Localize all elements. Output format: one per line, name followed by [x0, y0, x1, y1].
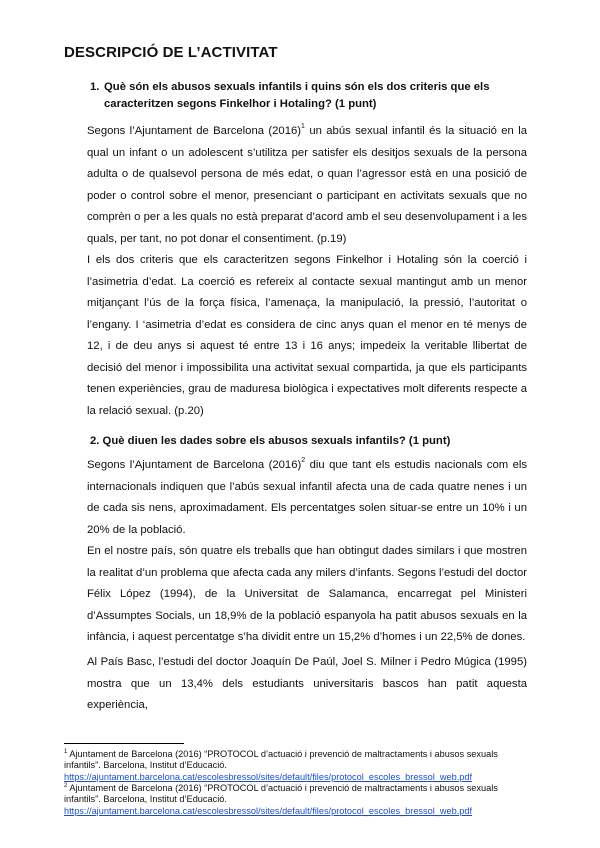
- question-2: 2. Què diuen les dades sobre els abusos sexuals infantils? (1 punt): [90, 435, 451, 447]
- footnote-2-mark: 2: [64, 783, 68, 789]
- paragraph-data-text-a: Segons l’Ajuntament de Barcelona (2016): [87, 459, 302, 471]
- footnote-1: [64, 749, 534, 783]
- footnote-2-text: Ajuntament de Barcelona (2016) “PROTOCOL d’actuació i prevenció de maltractaments i abusos sexuals infantils”. Barcelona, Institut d’Educació.: [64, 783, 498, 805]
- paragraph-criteria: I els dos criteris que els caracteritzen segons Finkelhor i Hotaling són la coerció i l’asimetria d’edat. La coerció es refereix al contacte sexual mantingut amb un menor mitjançant l’ús de la força física, l’amenaça, la manipulació, la pressió, l’autoritat o l’engany. I ‘asimetria d’edat es considera de cinc anys quan el menor en té menys de 12, i de deu anys si aquest té entre 13 i 16 anys; impedeix la veritable llibertat de decisió del menor i impossibilita una activitat sexual compartida, ja que els participants tenen experiències, grau de maduresa biològica i expectatives molt diferents respecte a la relació sexual. (p.20): [87, 254, 527, 417]
- paragraph-definition: [87, 121, 527, 250]
- question-1-number: 1.: [90, 81, 100, 93]
- footnote-2: [64, 783, 534, 817]
- footnote-1-link[interactable]: https://ajuntament.barcelona.cat/escolesbressol/sites/default/files/protocol_escoles_bressol_web.pdf: [64, 771, 473, 782]
- paragraph-data-text-b: diu que tant els estudis nacionals com els internacionals indiquen que l’abús sexual infantil afecta una de cada quatre nenes i un de cada sis nens, aproximadament. Els percentatges solen situar-se entre un 10% i un 20% de la població.: [87, 459, 528, 536]
- paragraph-data: [87, 455, 527, 541]
- paragraph-definition-text-a: Segons l’Ajuntament de Barcelona (2016): [87, 125, 302, 137]
- footnote-ref-2[interactable]: 2: [301, 457, 306, 464]
- footnote-2-link[interactable]: https://ajuntament.barcelona.cat/escolesbressol/sites/default/files/protocol_escoles_bressol_web.pdf: [64, 805, 473, 816]
- question-1-line2: caracteritzen segons Finkelhor i Hotaling? (1 punt): [104, 98, 377, 110]
- question-1: [90, 79, 510, 113]
- footnote-separator: [64, 743, 184, 744]
- paragraph-basque-study: Al País Basc, l’estudi del doctor Joaquín De Paúl, Joel S. Milner i Pedro Múgica (1995) mostra que un 13,4% dels estudiants universitaris bascos han patit aquesta experiència,: [87, 656, 527, 711]
- footnote-ref-1[interactable]: 1: [301, 123, 305, 130]
- section-title: DESCRIPCIÓ DE L’ACTIVITAT: [64, 44, 278, 61]
- paragraph-definition-text-b: un abús sexual infantil és la situació en la qual un infant o un adolescent s’utilitza per satisfer els desitjos sexuals de la persona adulta o de qualsevol persona de més edat, o quan l’agressor està en una posició de poder o control sobre el menor, presenciant o participant en activitats sexuals que no comprèn o per a les quals no està preparat d’acord amb el seu desenvolupament i a les quals, per tant, no pot donar el consentiment. (p.19): [87, 125, 528, 245]
- question-1-line1: Què són els abusos sexuals infantils i quins són els dos criteris que els: [104, 81, 490, 93]
- footnote-1-text: Ajuntament de Barcelona (2016) “PROTOCOL d’actuació i prevenció de maltractaments i abusos sexuals infantils”. Barcelona, Institut d’Educació.: [64, 749, 498, 771]
- footnote-1-mark: 1: [64, 749, 68, 755]
- paragraph-spain-study: En el nostre país, són quatre els treballs que han obtingut dades similars i que mostren la realitat d’un problema que afecta cada any milers d’infants. Segons l’estudi del doctor Félix López (1994), de la Universitat de Salamanca, encarregat pel Ministeri d’Assumptes Socials, un 18,9% de la població espanyola ha patit abusos sexuals en la infància, i aquest percentatge s’ha dividit entre un 15,2% d’homes i un 22,5% de dones.: [87, 545, 527, 643]
